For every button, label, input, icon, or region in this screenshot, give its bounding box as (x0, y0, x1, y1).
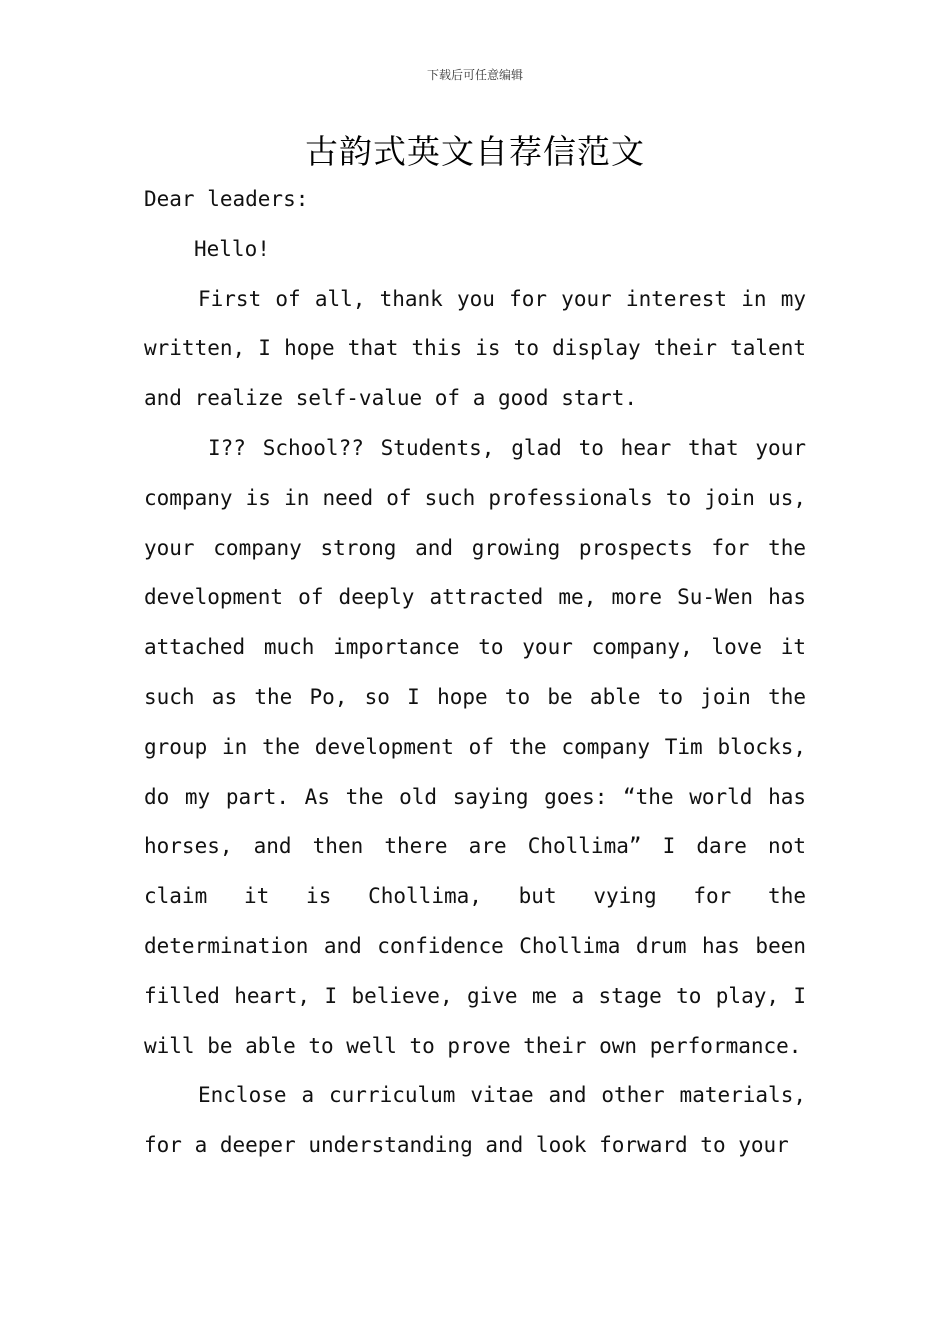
document-title: 古韵式英文自荐信范文 (305, 132, 645, 171)
letter-body (144, 175, 806, 1171)
header-note: 下载后可任意编辑 (426, 68, 523, 82)
paragraph-intro: First of all, thank you for your interest in my written, I hope that this is to display their talent and realize self-value of a good start. (144, 286, 806, 411)
paragraph-closing: Enclose a curriculum vitae and other materials, for a deeper understanding and look forward to your (144, 1083, 806, 1158)
salutation: Dear leaders: (144, 187, 309, 211)
greeting: Hello! (194, 236, 270, 261)
paragraph-main: I?? School?? Students, glad to hear that your company is in need of such professionals to join us, your company strong and growing prospects for the development of deeply attracted me, more Su-Wen has attached much importance to your company, love it such as the Po, so I hope to be able to join the group in the development of the company Tim blocks, do my part. As the old saying goes: “the world has horses, and then there are Chollima” I dare not claim it is Chollima, but vying for the determination and confidence Chollima drum has been filled heart, I believe, give me a stage to play, I will be able to well to prove their own performance. (144, 435, 806, 1058)
